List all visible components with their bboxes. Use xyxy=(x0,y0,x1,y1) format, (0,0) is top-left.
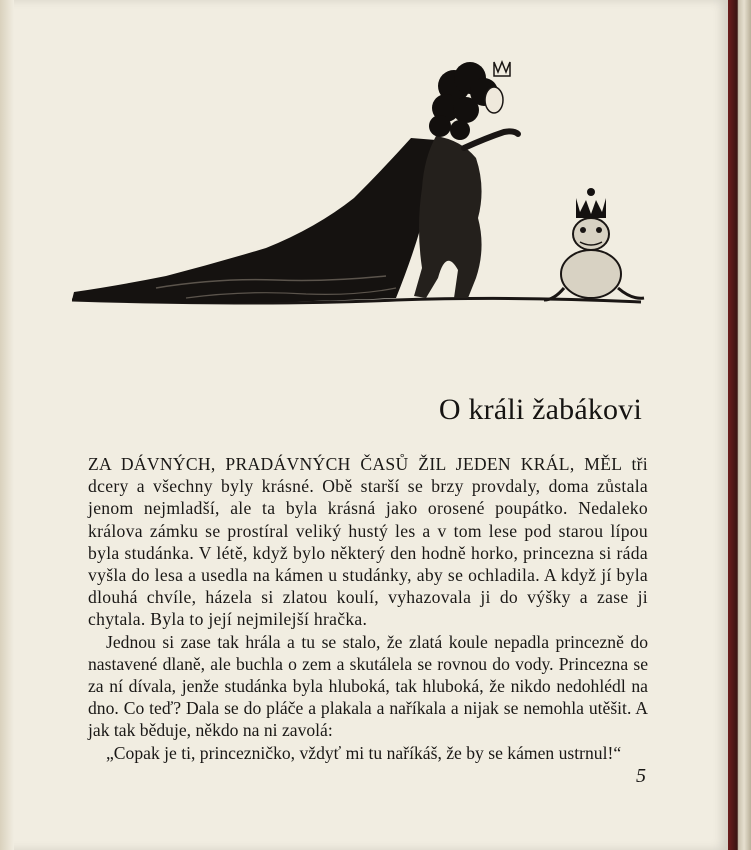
page-gutter xyxy=(0,0,14,850)
princess-crown xyxy=(494,62,510,76)
princess-and-frog-illustration xyxy=(66,48,656,318)
story-text xyxy=(88,453,648,764)
chapter-title: O králi žabákovi xyxy=(438,393,642,426)
story-paragraph: „Copak je ti, princezničko, vždyť mi tu naříkáš, že by se kámen ustrnul!“ xyxy=(106,742,622,763)
princess-arm xyxy=(464,131,518,148)
crowned-frog xyxy=(544,188,644,300)
page-number: 5 xyxy=(636,765,646,787)
princess-face xyxy=(485,87,503,113)
book-edge xyxy=(728,0,751,850)
story-paragraph: ZA DÁVNÝCH, PRADÁVNÝCH ČASŮ ŽIL JEDEN KRÁL, MĚL tři dcery a všechny byly krásné. Obě starší se brzy provdaly, doma zůstala jenom nejmladší, ale ta byla krásná jako orosené poupátko. Nedaleko králova zámku se prostíral veliký hustý les a v tom lese pod starou lípou byla studánka. V létě, když bylo některý den hodně horko, princezna si ráda vyšla do lesa a usedla na kámen u studánky, aby se ochladila. A když jí byla dlouhá chvíle, házela si zlatou koulí, vyhazovala ji do výšky a zase ji chytala. Byla to její nejmilejší hračka. xyxy=(88,454,648,630)
story-paragraph: Jednou si zase tak hrála a tu se stalo, že zlatá koule nepadla princezně do nastavené dlaně, ale buchla o zem a skutálela se rovnou do vody. Princezna se za ní dívala, jenže studánka byla hluboká, tak hluboká, že nikdo nedohlédl na dno. Co teď? Dala se do pláče a plakala a naříkala a nijak se nemohla utěšit. A jak tak běduje, někdo na ni zavolá: xyxy=(88,631,648,741)
princess-cloak xyxy=(72,138,436,303)
